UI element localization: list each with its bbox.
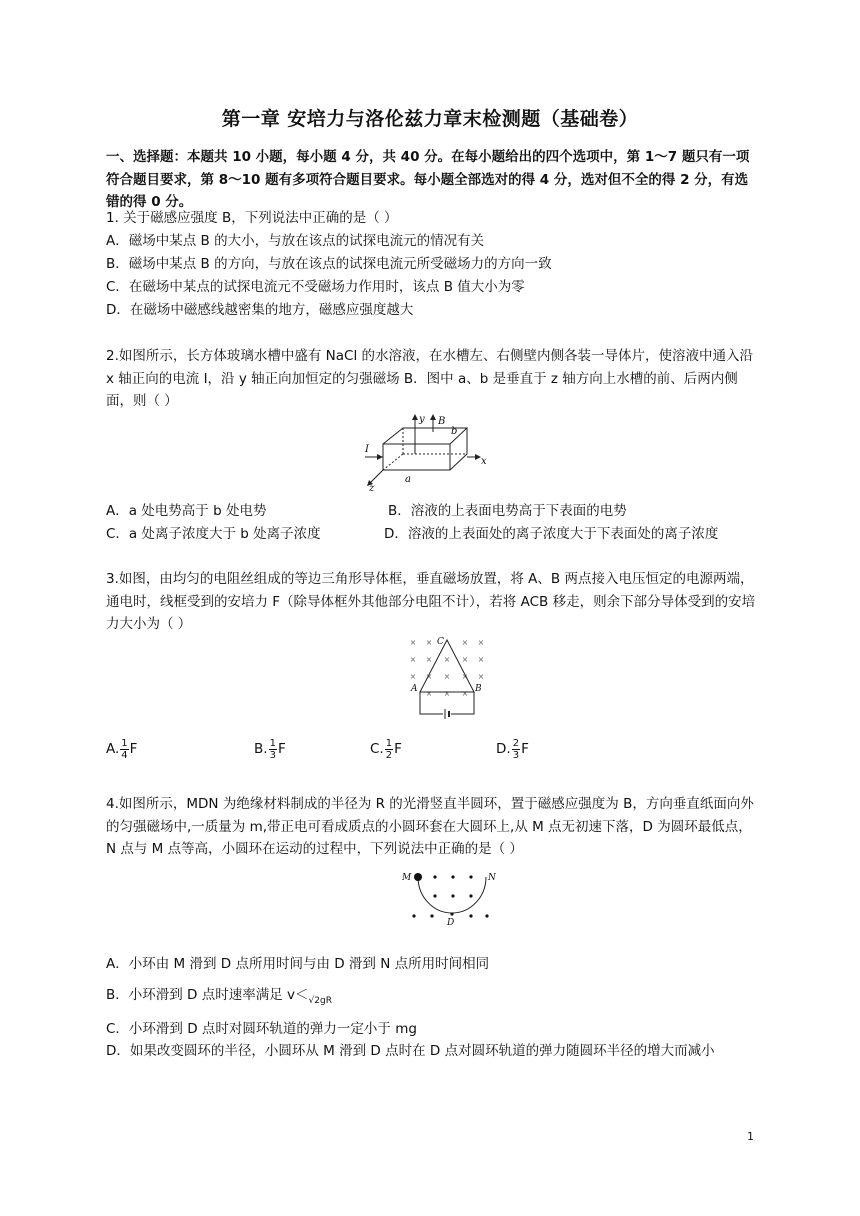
svg-text:×: × bbox=[409, 655, 417, 664]
svg-text:×: × bbox=[477, 638, 485, 647]
svg-text:×: × bbox=[461, 655, 469, 664]
svg-text:×: × bbox=[425, 689, 433, 698]
svg-text:×: × bbox=[461, 672, 469, 681]
q4-option-a: A．小环由 M 滑到 D 点所用时间与由 D 滑到 N 点所用时间相同 bbox=[106, 956, 490, 972]
q2-label-i: I bbox=[365, 444, 369, 455]
q2-label-y: y bbox=[419, 414, 425, 425]
q3-option-d: D. $\frac{2}{3}$ F bbox=[496, 737, 529, 761]
q1-option-d: D．在磁场中磁感线越密集的地方，磁感应强度越大 bbox=[106, 302, 414, 318]
q4-option-c: C．小环滑到 D 点时对圆环轨道的弹力一定小于 mg bbox=[106, 1021, 417, 1037]
q2-label-a-face: a bbox=[405, 474, 411, 485]
q3-label-c: C bbox=[437, 637, 444, 647]
q2-option-a: A．a 处电势高于 b 处电势 bbox=[106, 503, 267, 519]
q4-label-d: D bbox=[447, 918, 455, 928]
svg-text:×: × bbox=[443, 672, 451, 681]
page-title: 第一章 安培力与洛伦兹力章末检测题（基础卷） bbox=[221, 108, 639, 130]
q2-option-b: B．溶液的上表面电势高于下表面的电势 bbox=[388, 503, 627, 519]
q2-stem: 2.如图所示，长方体玻璃水槽中盛有 NaCl 的水溶液，在水槽左、右侧壁内侧各装一导体片，使溶液中通入沿 x 轴正向的电流 I，沿 y 轴正向加恒定的匀强磁场 B．图中 a、b 是垂直于 z 轴方向上水槽的前、后两内侧面，则（ ） bbox=[106, 348, 754, 409]
q1-option-c: C．在磁场中某点的试探电流元不受磁场力作用时，该点 B 值大小为零 bbox=[106, 279, 525, 295]
q2-label-z: z bbox=[369, 483, 375, 492]
svg-text:×: × bbox=[425, 672, 433, 681]
q4-option-d: D．如果改变圆环的半径，小圆环从 M 滑到 D 点时在 D 点对圆环轨道的弹力随圆环半径的增大而减小 bbox=[106, 1043, 715, 1059]
q3-label-b: B bbox=[475, 684, 482, 694]
q3-option-b: B. $\frac{1}{3}$ F bbox=[254, 737, 286, 761]
q4-label-n: N bbox=[488, 873, 496, 883]
page-number: 1 bbox=[747, 1130, 754, 1143]
q2-label-b-face: b bbox=[451, 426, 458, 437]
q4-semicircle-figure bbox=[400, 866, 500, 928]
q3-label-a: A bbox=[411, 684, 418, 694]
q3-option-a: A. $\frac{1}{4}$ F bbox=[106, 737, 138, 761]
section-heading: 一、选择题：本题共 10 小题，每小题 4 分，共 40 分。在每小题给出的四个选项中，第 1～7 题只有一项符合题目要求，第 8～10 题有多项符合题目要求。每小题全部选对的得 4 分，选对但不全的得 2 分，有选错的得 0 分。 bbox=[106, 149, 750, 210]
svg-text:×: × bbox=[443, 689, 451, 698]
q2-label-b-field: B bbox=[438, 416, 446, 427]
q2-option-d: D．溶液的上表面处的离子浓度大于下表面处的离子浓度 bbox=[384, 526, 719, 542]
q2-option-c: C．a 处离子浓度大于 b 处离子浓度 bbox=[106, 526, 321, 542]
svg-text:×: × bbox=[443, 655, 451, 664]
svg-text:×: × bbox=[477, 672, 485, 681]
q4-stem: 4.如图所示，MDN 为绝缘材料制成的半径为 R 的光滑竖直半圆环，置于磁感应强度为 B，方向垂直纸面向外的匀强磁场中,一质量为 m,带正电可看成质点的小圆环套在大圆环上,从 M 点无初速下落，D 为圆环最低点，N 点与 M 点等高，小圆环在运动的过程中，下列说法中正确的是（ ） bbox=[106, 796, 754, 857]
svg-text:×: × bbox=[477, 655, 485, 664]
q1-option-b: B．磁场中某点 B 的方向，与放在该点的试探电流元所受磁场力的方向一致 bbox=[106, 256, 552, 272]
svg-text:×: × bbox=[425, 655, 433, 664]
q3-stem: 3.如图，由均匀的电阻丝组成的等边三角形导体框，垂直磁场放置，将 A、B 两点接入电压恒定的电源两端，通电时，线框受到的安培力 F（除导体框外其他部分电阻不计），若将 ACB 移走，则余下部分导体受到的安培力大小为（ ） bbox=[106, 571, 756, 632]
q4-option-b: B．小环滑到 D 点时速率满足 $v<_{√2gR}$ bbox=[106, 987, 332, 1006]
q1-option-a: A．磁场中某点 B 的大小，与放在该点的试探电流元的情况有关 bbox=[106, 233, 485, 249]
svg-text:×: × bbox=[461, 638, 469, 647]
svg-text:×: × bbox=[425, 638, 433, 647]
svg-text:×: × bbox=[409, 672, 417, 681]
svg-text:×: × bbox=[409, 638, 417, 647]
q4-label-m: M bbox=[402, 873, 412, 883]
svg-text:×: × bbox=[461, 689, 469, 698]
q3-triangle-figure bbox=[403, 634, 495, 720]
q2-tank-figure bbox=[355, 412, 495, 492]
q4-option-b-sqrt: √2gR bbox=[308, 996, 332, 1006]
q2-label-x: x bbox=[481, 456, 487, 467]
q3-option-c: C. $\frac{1}{2}$ F bbox=[370, 737, 402, 761]
q1-stem: 1. 关于磁感应强度 B，下列说法中正确的是（ ） bbox=[106, 210, 398, 226]
